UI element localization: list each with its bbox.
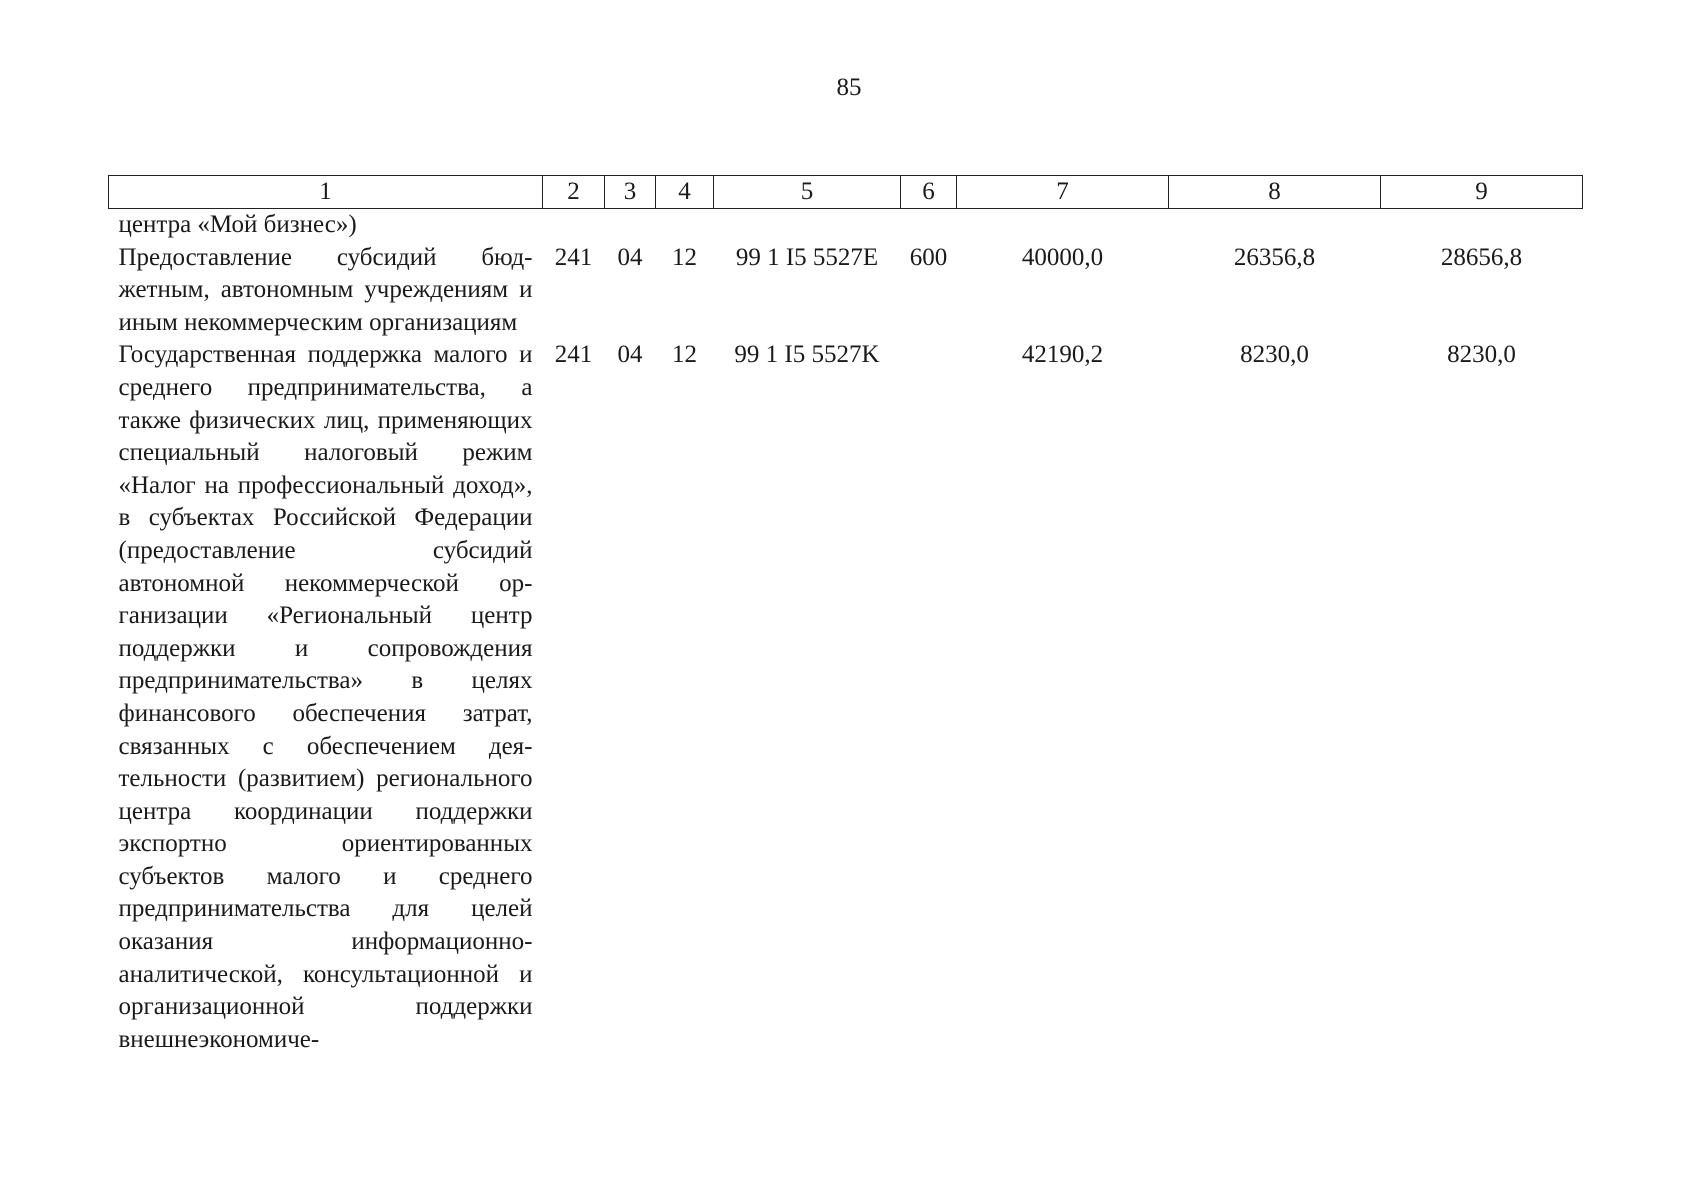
row-cell-8: 8230,0 — [1240, 341, 1309, 369]
header-cell-8: 8 — [1169, 176, 1381, 209]
row-cell-5 — [714, 209, 901, 242]
table-header — [109, 176, 1583, 209]
table-body — [109, 209, 1583, 1057]
row-description: центра «Мой бизнес») — [118, 211, 357, 238]
row-cell-4: 12 — [672, 243, 697, 271]
row-cell-9 — [1381, 209, 1583, 242]
row-description: Предоставление субсидий бюджетным, автономным учреждениям и иным некоммерческим организациям — [118, 243, 533, 336]
row-cell-8: 26356,8 — [1233, 243, 1316, 271]
row-cell-3: 04 — [617, 243, 643, 271]
row-cell-5: 99 1 I5 5527E — [735, 243, 879, 271]
row-cell-9: 8230,0 — [1447, 341, 1516, 369]
header-row — [109, 176, 1583, 209]
row-cell-6 — [901, 339, 957, 1056]
row-cell-9: 28656,8 — [1440, 243, 1523, 271]
row-cell-7 — [957, 209, 1169, 242]
row-cell-3 — [605, 209, 656, 242]
row-cell-6: 600 — [909, 243, 948, 271]
row-cell-4 — [656, 209, 714, 242]
row-cell-8 — [1169, 209, 1381, 242]
budget-table — [108, 175, 1583, 1056]
row-cell-3: 04 — [617, 341, 643, 369]
row-cell-2: 241 — [554, 341, 593, 369]
row-cell-4: 12 — [672, 341, 697, 369]
header-cell-7: 7 — [957, 176, 1169, 209]
header-cell-3: 3 — [605, 176, 656, 209]
row-cell-7: 40000,0 — [1021, 243, 1104, 271]
header-cell-9: 9 — [1381, 176, 1583, 209]
header-cell-6: 6 — [901, 176, 957, 209]
row-cell-2 — [543, 209, 605, 242]
row-cell-7: 42190,2 — [1021, 341, 1104, 369]
header-cell-4: 4 — [656, 176, 714, 209]
table-row — [109, 209, 1583, 242]
header-cell-1: 1 — [109, 176, 543, 209]
row-cell-2: 241 — [554, 243, 593, 271]
page-number: 85 — [836, 74, 862, 101]
header-cell-5: 5 — [714, 176, 901, 209]
table-row — [109, 339, 1583, 1056]
table-row — [109, 242, 1583, 340]
row-cell-5: 99 1 I5 5527K — [734, 341, 880, 369]
header-cell-2: 2 — [543, 176, 605, 209]
row-description: Государственная поддержка малого и среднего предпринимательства, а также физических лиц, применяющих специальный налоговый режим «Налог на профессиональный доход», в субъектах Российской Федерации (предоставление субсидий автономной некоммерческой организации «Региональный центр поддержки и сопровождения предпринимательства» в целях финансового обеспечения затрат, связанных с обеспечением деятельности (развитием) регионального центра координации поддержки экспортно ориентированных субъектов малого и среднего предпринимательства для целей оказания информационно-аналитической, консультационной и организационной поддержки внешнеэкономиче- — [118, 341, 533, 1053]
row-cell-6 — [901, 209, 957, 242]
